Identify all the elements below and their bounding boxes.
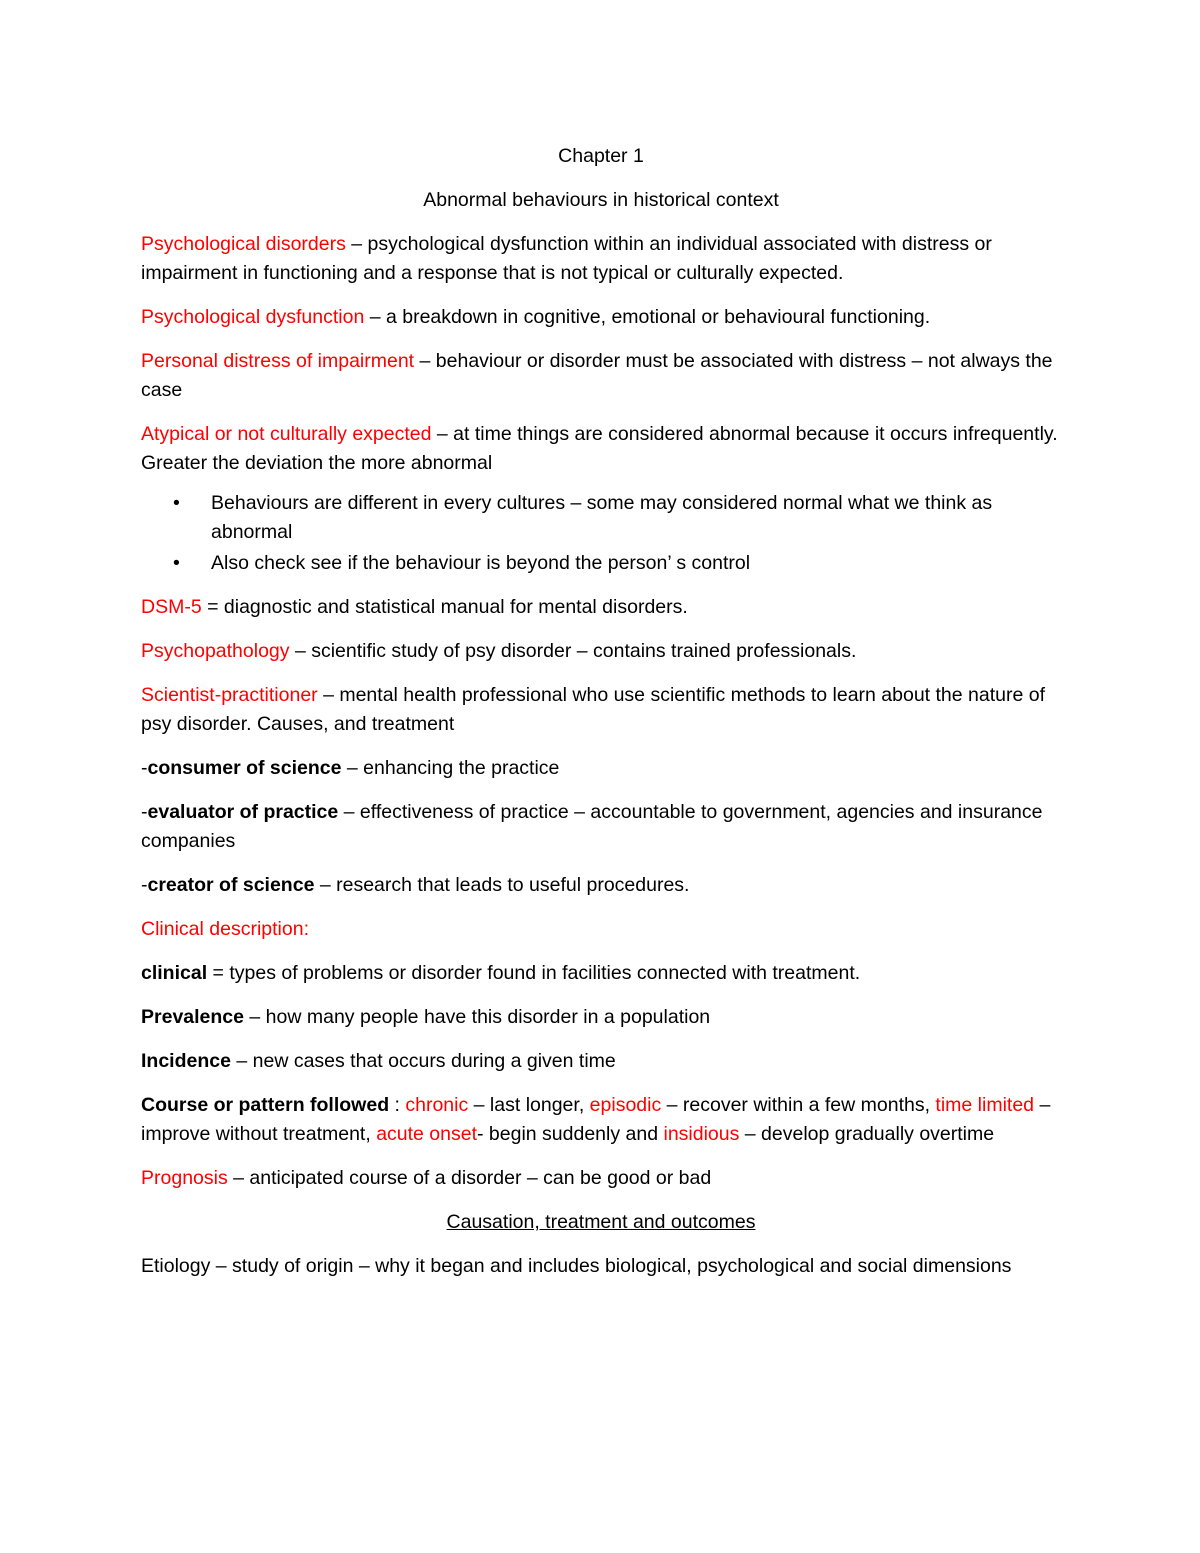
- definition-text: = types of problems or disorder found in facilities connected with treatment.: [207, 962, 861, 984]
- role-consumer-of-science: [141, 754, 1061, 783]
- term-prognosis: Prognosis: [141, 1167, 228, 1189]
- definition-text: – at time things are considered abnormal because it occurs infrequently. Greater the deviation the more abnormal: [141, 423, 1058, 474]
- term-atypical: Atypical or not culturally expected: [141, 423, 432, 445]
- term-incidence: Incidence: [141, 1050, 231, 1072]
- definition-text: – scientific study of psy disorder – contains trained professionals.: [289, 640, 857, 662]
- term-acute-onset: acute onset: [376, 1123, 478, 1145]
- role-text: – research that leads to useful procedures.: [314, 874, 690, 896]
- definition-clinical: [141, 959, 1061, 988]
- definition-text: – new cases that occurs during a given time: [230, 1050, 616, 1072]
- definition-text: – behaviour or disorder must be associated with distress – not always the case: [141, 350, 1053, 401]
- bullet-icon: •: [173, 492, 180, 514]
- term-clinical: clinical: [141, 962, 208, 984]
- bullet-icon: •: [173, 552, 180, 574]
- term-psychological-disorders: Psychological disorders: [141, 233, 346, 255]
- term-time-limited: time limited: [935, 1094, 1035, 1116]
- definition-text: = diagnostic and statistical manual for mental disorders.: [201, 596, 688, 618]
- definition-text: – mental health professional who use scientific methods to learn about the nature of psy disorder. Causes, and treatment: [141, 684, 1046, 735]
- term-insidious: insidious: [663, 1123, 740, 1145]
- list-item: [141, 549, 1061, 578]
- definition-psychological-dysfunction: [141, 303, 1061, 332]
- list-item: [141, 489, 1061, 547]
- definition-text: – how many people have this disorder in a population: [244, 1006, 711, 1028]
- course-text: – improve without treatment,: [141, 1094, 1051, 1145]
- chapter-subtitle: Abnormal behaviours in historical context: [423, 189, 779, 211]
- definition-psychological-disorders: [141, 230, 1061, 288]
- term-episodic: episodic: [589, 1094, 662, 1116]
- role-prefix: -: [141, 801, 148, 823]
- term-creator-of-science: creator of science: [147, 874, 315, 896]
- bullet-text: Also check see if the behaviour is beyond the person’ s control: [211, 552, 751, 574]
- term-evaluator-of-practice: evaluator of practice: [147, 801, 339, 823]
- term-consumer-of-science: consumer of science: [147, 757, 342, 779]
- course-colon: :: [389, 1094, 406, 1116]
- definition-dsm5: [141, 593, 1061, 622]
- definition-text: – psychological dysfunction within an individual associated with distress or impairment in functioning and a response that is not typical or culturally expected.: [141, 233, 992, 284]
- term-course: Course or pattern followed: [141, 1094, 390, 1116]
- definition-prognosis: [141, 1164, 1061, 1193]
- definition-atypical: [141, 420, 1061, 478]
- definition-course: [141, 1091, 1061, 1149]
- term-personal-distress: Personal distress of impairment: [141, 350, 415, 372]
- role-evaluator-of-practice: [141, 798, 1061, 856]
- role-text: – effectiveness of practice – accountable to government, agencies and insurance companies: [141, 801, 1043, 852]
- definition-etiology: Etiology – study of origin – why it began and includes biological, psychological and social dimensions: [141, 1255, 1012, 1277]
- definition-text: – anticipated course of a disorder – can be good or bad: [227, 1167, 712, 1189]
- term-chronic: chronic: [405, 1094, 469, 1116]
- course-text: - begin suddenly and: [477, 1123, 664, 1145]
- chapter-title: Chapter 1: [558, 145, 644, 167]
- definition-prevalence: [141, 1003, 1061, 1032]
- course-text: – last longer,: [468, 1094, 590, 1116]
- definition-text: – a breakdown in cognitive, emotional or behavioural functioning.: [364, 306, 931, 328]
- section-heading-clinical-description: Clinical description:: [141, 918, 309, 940]
- bullet-list: [141, 489, 1061, 578]
- course-text: – develop gradually overtime: [739, 1123, 995, 1145]
- term-psychological-dysfunction: Psychological dysfunction: [141, 306, 365, 328]
- document-body: [141, 142, 1061, 1296]
- definition-scientist-practitioner: [141, 681, 1061, 739]
- term-dsm5: DSM-5: [141, 596, 202, 618]
- definition-incidence: [141, 1047, 1061, 1076]
- role-text: – enhancing the practice: [341, 757, 560, 779]
- section-heading-causation: Causation, treatment and outcomes: [446, 1211, 756, 1233]
- role-creator-of-science: [141, 871, 1061, 900]
- role-prefix: -: [141, 757, 148, 779]
- term-prevalence: Prevalence: [141, 1006, 244, 1028]
- term-scientist-practitioner: Scientist-practitioner: [141, 684, 318, 706]
- definition-psychopathology: [141, 637, 1061, 666]
- term-psychopathology: Psychopathology: [141, 640, 290, 662]
- role-prefix: -: [141, 874, 148, 896]
- bullet-text: Behaviours are different in every cultures – some may considered normal what we think as abnormal: [211, 492, 993, 543]
- course-text: – recover within a few months,: [661, 1094, 936, 1116]
- definition-personal-distress: [141, 347, 1061, 405]
